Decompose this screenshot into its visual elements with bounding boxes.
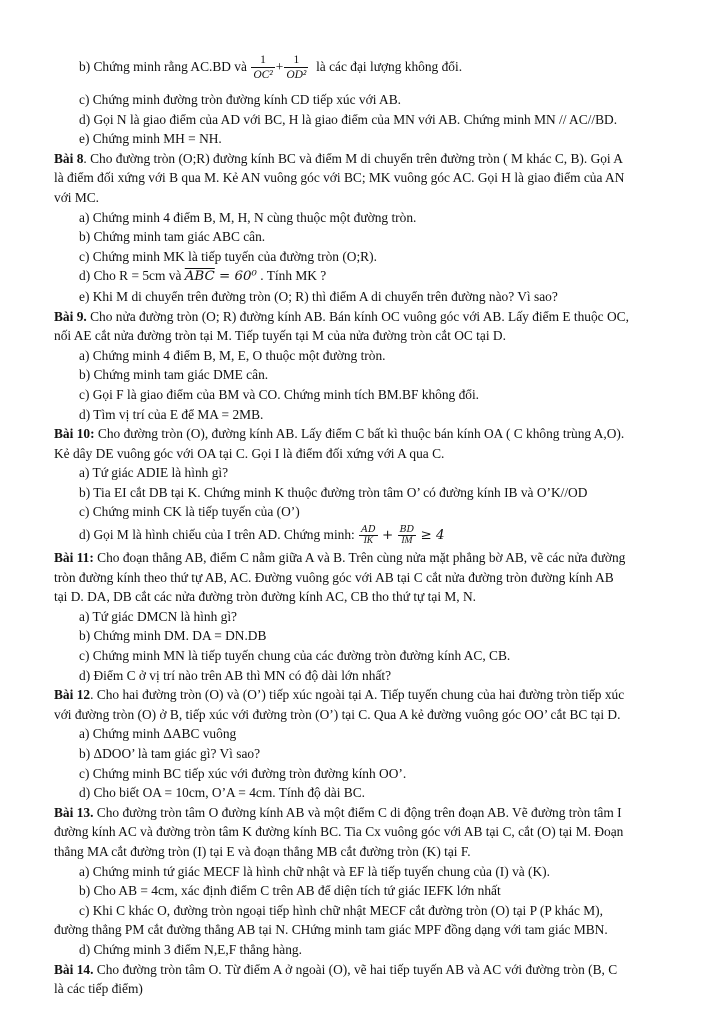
bai10-intro-line1: Bài 10: Cho đường tròn (O), đường kính AB. Lấy điểm C bất kì thuộc bán kính OA ( C không trùng A,O). [54, 426, 625, 442]
bai13-title: Bài 13. [54, 804, 94, 820]
bai14-title: Bài 14. [54, 961, 94, 977]
bai7-part-c: c) Chứng minh đường tròn đường kính CD tiếp xúc với AB. [79, 92, 401, 107]
bai10-part-c: c) Chứng minh CK là tiếp tuyến của (O’) [79, 504, 300, 520]
fraction-1-over-oc2: $\frac{1}{\text{OC²}}$ [253, 54, 273, 82]
fraction-bd-over-im: $\frac{BD}{IM}$ [399, 524, 415, 547]
bai13-part-b: b) Cho AB = 4cm, xác định điểm C trên AB để diện tích tứ giác IEFK lớn nhất [79, 883, 501, 899]
bai8-part-d: d) Cho R = 5cm và $\overline{ABC} = 60^0$ . Tính MK ? [79, 268, 327, 285]
bai11-intro-line3: tại D. DA, DB cắt các nửa đường tròn đường kính AC, CB tho thứ tự tại M, N. [54, 589, 477, 605]
bai8-part-a: a) Chứng minh 4 điểm B, M, H, N cùng thuộc một đường tròn. [79, 209, 417, 225]
fraction-ad-over-ik: $\frac{AD}{IK}$ [361, 524, 376, 547]
bai11-part-d: d) Điểm C ở vị trí nào trên AB thì MN có độ dài lớn nhất? [79, 667, 392, 683]
bai10-intro-line2: Kẻ dây DE vuông góc với OA tại C. Gọi I là điểm đối xứng với A qua C. [54, 445, 445, 461]
bai9-intro-line2: nối AE cắt nửa đường tròn tại M. Tiếp tuyến tại M của nửa đường tròn cắt OC tại D. [54, 328, 506, 344]
bai9-part-d: d) Tìm vị trí của E để MA = 2MB. [79, 406, 264, 422]
bai8-intro-line1: Bài 8. Cho đường tròn (O;R) đường kính BC và điểm M di chuyển trên đường tròn ( M khác C, B). Gọi A [54, 150, 623, 166]
bai10-title: Bài 10: [54, 426, 95, 442]
bai13-intro-line2: đường kính AC và đường tròn tâm K đường kính BC. Tia Cx vuông góc với AB tại C, cắt (O) tại M. Đoạn [54, 824, 624, 840]
bai13-part-c-line2: đường thẳng PM cắt đường thẳng AB tại N. CHứng minh tam giác MPF đồng dạng với tam giác MBN. [54, 922, 608, 938]
bai9-part-b: b) Chứng minh tam giác DME cân. [79, 367, 269, 383]
bai11-part-a: a) Tứ giác DMCN là hình gì? [79, 608, 237, 624]
bai10-part-d: d) Gọi M là hình chiếu của I trên AD. Chứng minh: $\frac{AD}{IK}$ + $\frac{BD}{IM}$ ≥ 4 [79, 524, 445, 547]
bai10-part-b: b) Tia EI cắt DB tại K. Chứng minh K thuộc đường tròn tâm O’ có đường kính IB và O’K//OD [79, 484, 588, 500]
bai12-part-d: d) Cho biết OA = 10cm, O’A = 4cm. Tính độ dài BC. [79, 785, 366, 801]
bai11-intro-line2: tròn đường kính theo thứ tự AB, AC. Đường vuông góc với AB tại C cắt nửa đường tròn đường kính AB [54, 569, 614, 585]
fraction-1-over-od2: $\frac{1}{\text{OD²}}$ [286, 54, 307, 82]
bai10-part-a: a) Tứ giác ADIE là hình gì? [79, 465, 229, 481]
bai12-part-a: a) Chứng minh ΔABC vuông [79, 726, 237, 742]
bai14-intro-line1: Bài 14. Cho đường tròn tâm O. Từ điểm A ở ngoài (O), vẽ hai tiếp tuyến AB và AC với đường tròn (B, C [54, 961, 618, 977]
bai13-part-a: a) Chứng minh tứ giác MECF là hình chữ nhật và EF là tiếp tuyến chung của (I) và (K). [79, 863, 550, 879]
bai8-part-c: c) Chứng minh MK là tiếp tuyến của đường tròn (O;R). [79, 248, 377, 264]
bai9-intro-line1: Bài 9. Cho nửa đường tròn (O; R) đường kính AB. Bán kính OC vuông góc với AB. Lấy điểm E thuộc OC, [54, 308, 629, 324]
bai11-intro-line1: Bài 11: Cho đoạn thẳng AB, điểm C nằm giữa A và B. Trên cùng nửa mặt phẳng bờ AB, vẽ các nửa đường [54, 550, 626, 566]
bai7-part-e: e) Chứng minh MH = NH. [79, 131, 222, 147]
bai9-title: Bài 9. [54, 308, 87, 324]
bai11-title: Bài 11: [54, 550, 94, 566]
bai11-part-c: c) Chứng minh MN là tiếp tuyến chung của các đường tròn đường kính AC, CB. [79, 648, 511, 664]
bai7-part-b: b) Chứng minh rằng AC.BD và $\frac{1}{\text{OC²}}$ + $\frac{1}{\text{OD²}}$ là các đại lượng không đổi. [79, 54, 463, 82]
bai12-intro-line1: Bài 12. Cho hai đường tròn (O) và (O’) tiếp xúc ngoài tại A. Tiếp tuyến chung của hai đường tròn tiếp xúc [54, 687, 625, 703]
bai11-part-b: b) Chứng minh DM. DA = DN.DB [79, 628, 267, 644]
bai14-intro-line2: là các tiếp điểm) [54, 981, 143, 997]
bai8-title: Bài 8 [54, 150, 84, 166]
bai12-part-b: b) ΔDOO’ là tam giác gì? Vì sao? [79, 746, 261, 761]
bai9-part-a: a) Chứng minh 4 điểm B, M, E, O thuộc một đường tròn. [79, 347, 386, 363]
bai9-part-c: c) Gọi F là giao điểm của BM và CO. Chứng minh tích BM.BF không đổi. [79, 386, 480, 402]
angle-abc: $\overline{ABC}$ [184, 269, 215, 285]
bai8-intro-line3: với MC. [54, 189, 100, 205]
bai8-intro-line2: là điểm đối xứng với B qua M. Kẻ AN vuông góc với BC; MK vuông góc AC. Gọi H là giao điểm của AN [54, 170, 625, 186]
bai13-intro-line1: Bài 13. Cho đường tròn tâm O đường kính AB và một điểm C di động trên đoạn AB. Vẽ đường tròn tâm I [54, 804, 622, 820]
bai7-part-d: d) Gọi N là giao điểm của AD với BC, H là giao điểm của MN với AB. Chứng minh MN // AC//BD. [79, 111, 618, 127]
bai13-intro-line3: thẳng MA cắt đường tròn (I) tại E và đoạn thẳng MB cắt đường tròn (K) tại F. [54, 843, 471, 859]
bai8-part-b: b) Chứng minh tam giác ABC cân. [79, 229, 266, 245]
bai12-part-c: c) Chứng minh BC tiếp xúc với đường tròn đường kính OO’. [79, 765, 407, 781]
bai12-intro-line2: với đường tròn (O) ở B, tiếp xúc với đường tròn (O’) tại C. Qua A kẻ đường vuông góc OO’ cắt BC tại D. [54, 706, 621, 722]
bai13-part-d: d) Chứng minh 3 điểm N,E,F thẳng hàng. [79, 941, 302, 957]
bai13-part-c-line1: c) Khi C khác O, đường tròn ngoại tiếp hình chữ nhật MECF cắt đường tròn (O) tại P (P khác M), [79, 902, 603, 918]
bai12-title: Bài 12 [54, 687, 91, 703]
bai8-part-e: e) Khi M di chuyển trên đường tròn (O; R) thì điểm A di chuyển trên đường nào? Vì sao? [79, 288, 558, 304]
